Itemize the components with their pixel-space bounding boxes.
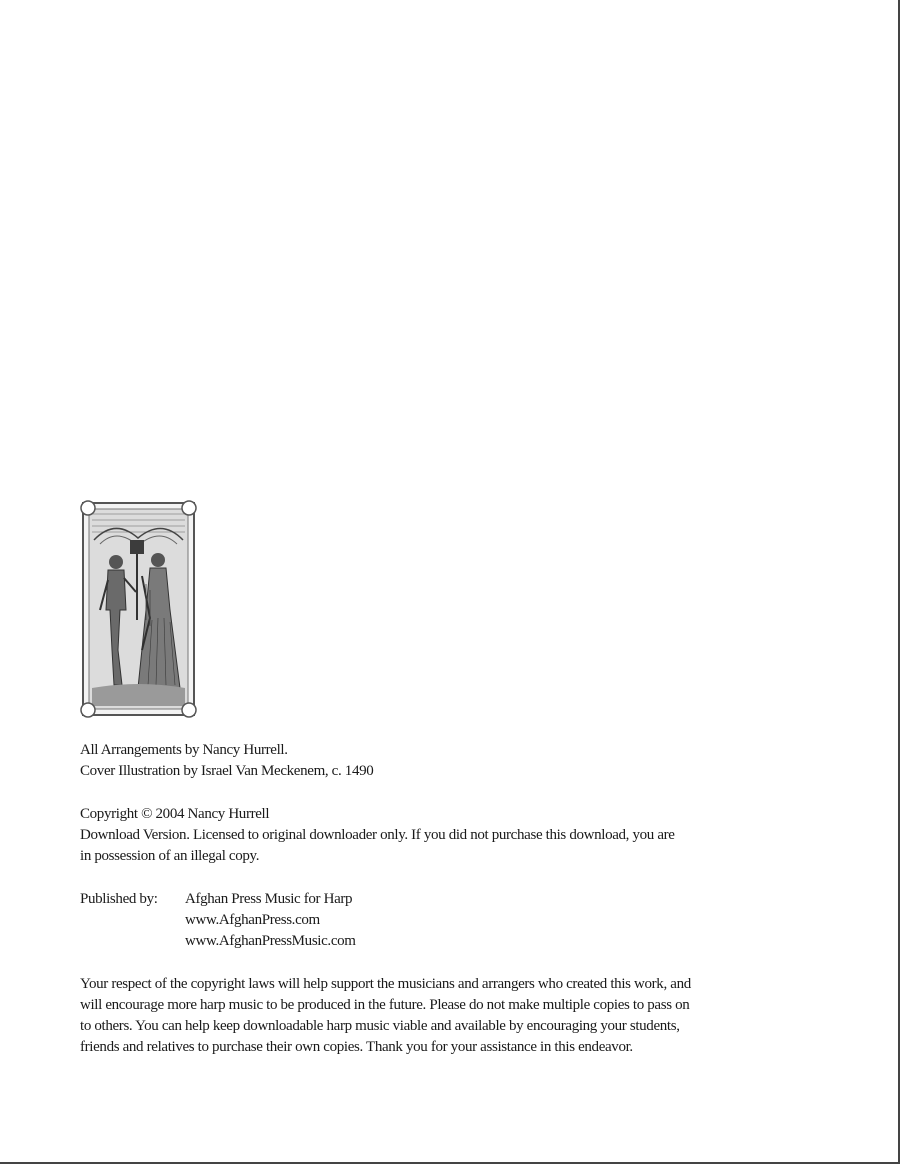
publisher-label: Published by: <box>80 891 158 907</box>
copyright-block <box>80 804 675 867</box>
notice-line: to others. You can help keep downloadable harp music viable and available by encouraging your students, <box>80 1018 680 1034</box>
license-notice-line-1: Download Version. Licensed to original downloader only. If you did not purchase this download, you are <box>80 827 675 843</box>
publisher-name: Afghan Press Music for Harp <box>185 891 353 907</box>
publisher-music-url-link[interactable]: www.AfghanPressMusic.com <box>185 933 356 949</box>
publisher-block <box>80 889 356 952</box>
credits-block <box>80 740 373 782</box>
arrangements-credit: All Arrangements by Nancy Hurrell. <box>80 742 288 758</box>
cover-illustration-credit: Cover Illustration by Israel Van Meckenem, c. 1490 <box>80 763 374 779</box>
copyright-respect-notice <box>80 974 810 1058</box>
license-notice-line-2: in possession of an illegal copy. <box>80 848 260 864</box>
notice-line: will encourage more harp music to be produced in the future. Please do not make multiple copies to pass on <box>80 997 690 1013</box>
publisher-url-link[interactable]: www.AfghanPress.com <box>185 912 320 928</box>
copyright-line: Copyright © 2004 Nancy Hurrell <box>80 806 270 822</box>
cover-engraving-illustration <box>80 500 197 718</box>
notice-line: Your respect of the copyright laws will help support the musicians and arrangers who created this work, and <box>80 976 691 992</box>
notice-line: friends and relatives to purchase their own copies. Thank you for your assistance in this endeavor. <box>80 1039 633 1055</box>
